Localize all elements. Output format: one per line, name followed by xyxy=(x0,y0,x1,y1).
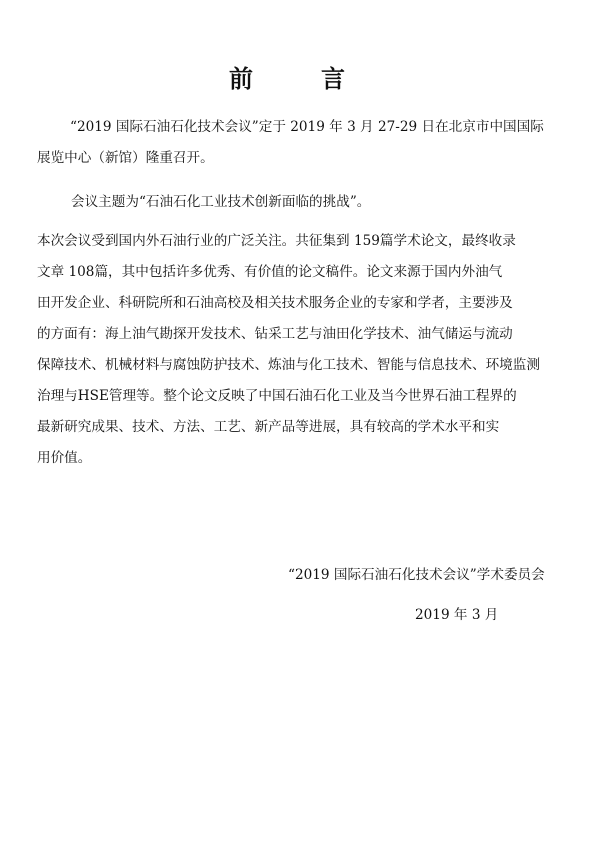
paragraph-paper-summary xyxy=(37,226,540,474)
summary-line: 用价值。 xyxy=(37,450,92,466)
summary-line: 的方面有：海上油气勘探开发技术、钻采工艺与油田化学技术、油气储运与流动 xyxy=(37,326,513,342)
paragraph-conference-intro-line1: “2019 国际石油石化技术会议”定于 2019 年 3 月 27-29 日在北京市中国国际 xyxy=(70,119,544,135)
summary-line: 治理与HSE管理等。整个论文反映了中国石油石化工业及当今世界石油工程界的 xyxy=(37,388,517,404)
summary-line: 文章 108篇，其中包括许多优秀、有价值的论文稿件。论文来源于国内外油气 xyxy=(37,264,503,280)
paragraph-conference-theme: 会议主题为“石油石化工业技术创新面临的挑战”。 xyxy=(71,194,371,210)
summary-line: 最新研究成果、技术、方法、工艺、新产品等进展，具有较高的学术水平和实 xyxy=(37,419,500,435)
summary-line: 保障技术、机械材料与腐蚀防护技术、炼油与化工技术、智能与信息技术、环境监测 xyxy=(37,357,540,373)
signature-committee: “2019 国际石油石化技术会议”学术委员会 xyxy=(288,567,545,583)
summary-line: 田开发企业、科研院所和石油高校及相关技术服务企业的专家和学者，主要涉及 xyxy=(37,295,513,311)
signature-date: 2019 年 3 月 xyxy=(415,607,499,623)
paragraph-conference-intro-line2: 展览中心（新馆）隆重召开。 xyxy=(37,150,214,166)
page-title: 前 言 xyxy=(229,64,367,93)
summary-line: 本次会议受到国内外石油行业的广泛关注。共征集到 159篇学术论文，最终收录 xyxy=(37,233,516,249)
